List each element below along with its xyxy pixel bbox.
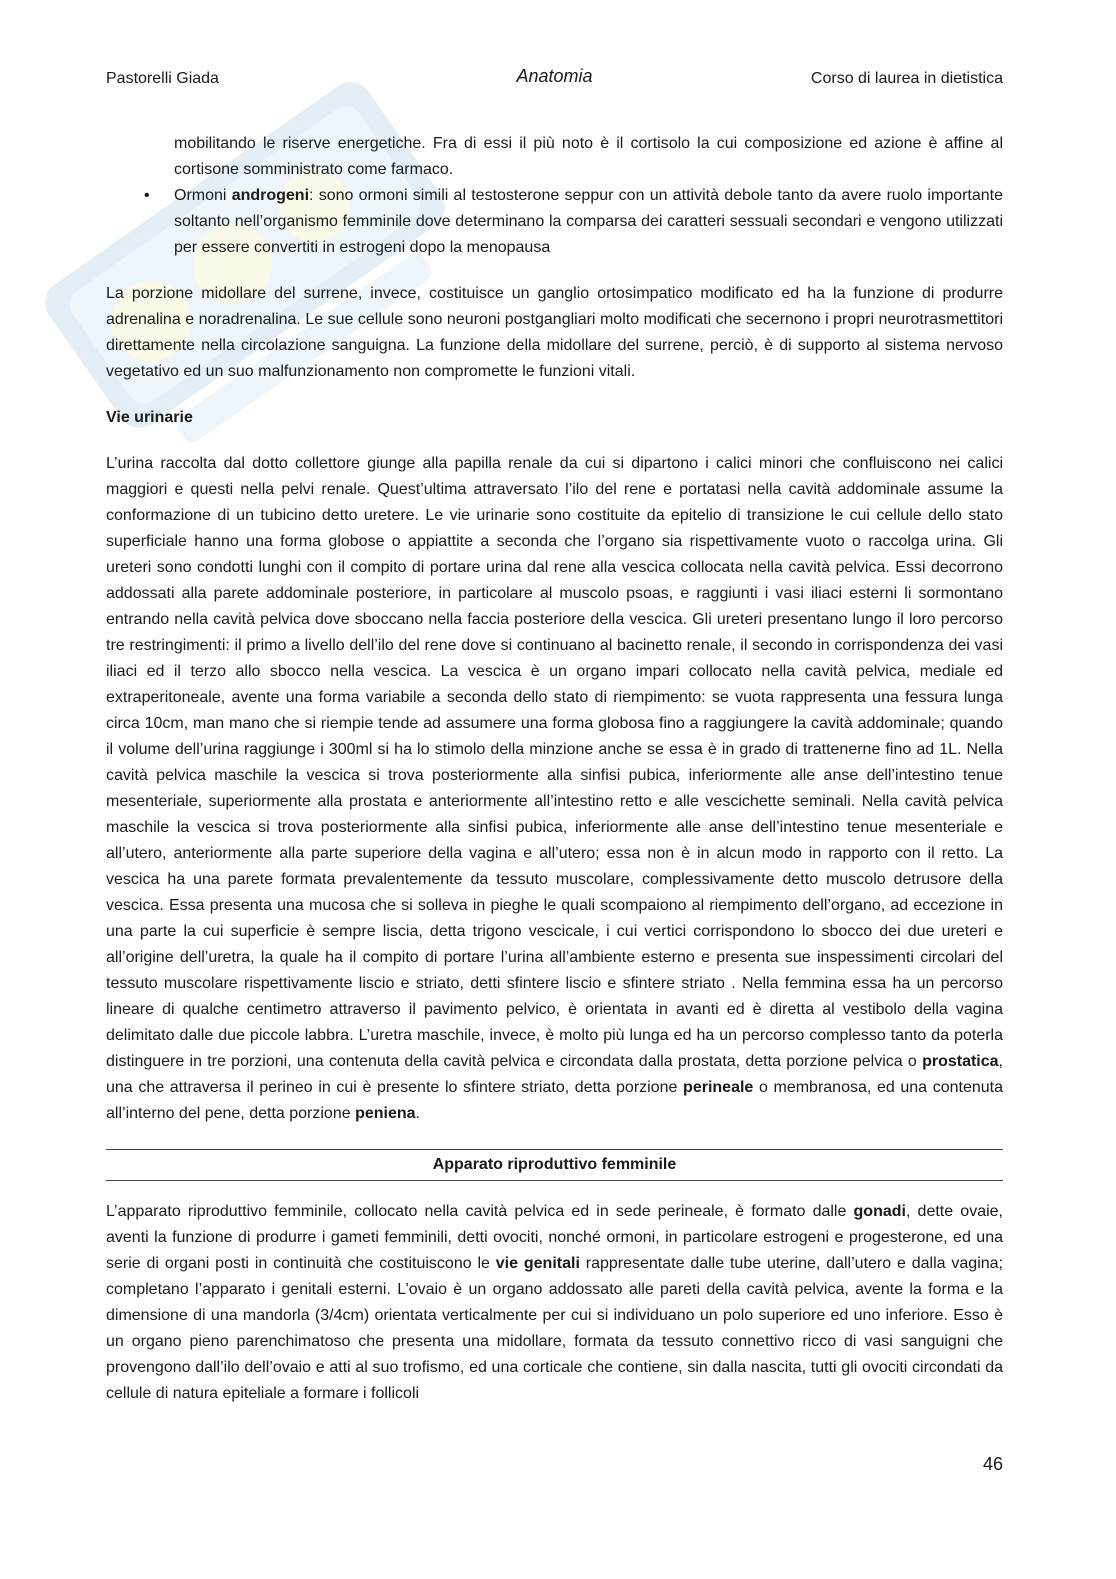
header-course: Corso di laurea in dietistica xyxy=(810,70,1003,87)
list-item-androgeni: • Ormoni androgeni: sono ormoni simili al testosterone seppur con un attività debole tanto da avere ruolo importante soltanto nell’organismo femminile dove determinano la comparsa dei caratteri sessuali secondari e vengono utilizzati per essere convertiti in estrogeni dopo la menopausa xyxy=(174,183,1003,261)
page-header xyxy=(106,66,1003,94)
vie-urinarie-paragraph: L’urina raccolta dal dotto collettore giunge alla papilla renale da cui si dipartono i calici minori che confluiscono nei calici maggiori e questi nella pelvi renale. Quest’ultima attraversato l’ilo del rene e portatasi nella cavità addominale assume la conformazione di un tubicino detto uretere. Le vie urinarie sono costituite da epitelio di transizione le cui cellule dello stato superficiale hanno una forma globose o appiattite a seconda che l’organo sia rispettivamente vuoto o raccolga urina. Gli ureteri sono condotti lunghi con il compito di portare urina dal rene alla vescica collocata nella cavità pelvica. Essi decorrono addossati alla parete addominale posteriore, in particolare al muscolo psoas, e raggiunti i vasi iliaci esterni li sormontano entrando nella cavità pelvica dove sboccano nella faccia posteriore della vescica. Gli ureteri presentano lungo il loro percorso tre restringimenti: il primo a livello dell’ilo del rene dove si continuano al bacinetto renale, il secondo in corrispondenza dei vasi iliaci ed il terzo allo sbocco nella vescica. La vescica è un organo impari collocato nella cavità pelvica, mediale ed extraperitoneale, avente una forma variabile a seconda dello stato di riempimento: se vuota rappresenta una fessura lunga circa 10cm, man mano che si riempie tende ad assumere una forma globosa fino a raggiungere la cavità addominale; quando il volume dell’urina raggiunge i 300ml si ha lo stimolo della minzione anche se essa è in grado di trattenerne fino ad 1L. Nella cavità pelvica maschile la vescica si trova posteriormente alla sinfisi pubica, inferiormente alle anse dell’intestino tenue mesenteriale, superiormente alla prostata e anteriormente all’intestino retto e alle vescichette seminali. Nella cavità pelvica maschile la vescica si trova posteriormente alla sinfisi pubica, inferiormente alle anse dell’intestino tenue mesenteriale e all’utero, anteriormente alla parte superiore della vagina e all’utero; essa non è in alcun modo in rapporto con il retto. La vescica ha una parete formata prevalentemente da tessuto muscolare, complessivamente detto muscolo detrusore della vescica. Essa presenta una mucosa che si solleva in pieghe le quali scompaiono al riempimento dell’organo, ad eccezione in una parte la cui superficie è sempre liscia, detta trigono vescicale, i cui vertici corrispondono lo sbocco dei due ureteri e all’origine dell’uretra, la quale ha il compito di portare l’urina all’ambiente esterno e presenta sue inspessimenti circolari del tessuto muscolare rispettivamente liscio e striato, detti sfintere liscio e sfintere striato . Nella femmina essa ha un percorso lineare di qualche centimetro attraverso il pavimento pelvico, è orientata in avanti ed è diretta al vestibolo della vagina delimitato dalle due piccole labbra. L’uretra maschile, invece, è molto più lunga ed ha un percorso complesso tanto da poterla distinguere in tre porzioni, una contenuta della cavità pelvica e circondata dalla prostata, detta porzione pelvica o prostatica, una che attraversa il perineo in cui è presente lo sfintere striato, detta porzione perineale o membranosa, ed una contenuta all’interno del pene, detta porzione peniena. xyxy=(106,455,1004,1122)
bullet-list xyxy=(106,183,1003,261)
term-vie-genitali: vie genitali xyxy=(495,1255,580,1272)
page-content xyxy=(106,131,1003,1407)
bullet-icon: • xyxy=(144,187,150,204)
header-subject: Anatomia xyxy=(516,66,593,86)
section-title: Apparato riproduttivo femminile xyxy=(106,1149,1003,1181)
term-perineale: perineale xyxy=(683,1079,754,1096)
page-number: 46 xyxy=(982,1454,1003,1474)
term-peniena: peniena xyxy=(355,1105,416,1122)
term-androgeni: androgeni xyxy=(231,187,310,204)
header-author: Pastorelli Giada xyxy=(106,70,219,87)
femminile-paragraph: L’apparato riproduttivo femminile, collocato nella cavità pelvica ed in sede perineale, è formato dalle gonadi, dette ovaie, aventi la funzione di produrre i gameti femminili, detti ovociti, nonché ormoni, in particolare estrogeni e progesterone, ed una serie di organi posti in continuità che costituiscono le vie genitali rappresentate dalle tube uterine, dall’utero e dalla vagina; completano l’apparato i genitali esterni. L’ovaio è un organo addossato alle pareti della cavità pelvica, avente la forma e la dimensione di una mandorla (3/4cm) orientata verticalmente per cui si individuano un polo superiore ed uno inferiore. Esso è un organo pieno parenchimatoso che presenta una midollare, formata da tessuto connettivo ricco di vasi sanguigni che provengono dall’ilo dell’ovaio e atti al suo trofismo, ed una corticale che contiene, sin dalla nascita, tutti gli ovociti circondati da cellule di natura epiteliale a formare i follicoli xyxy=(106,1203,1003,1402)
term-prostatica: prostatica xyxy=(922,1053,999,1070)
continuation-paragraph: mobilitando le riserve energetiche. Fra di essi il più noto è il cortisolo la cui composizione ed azione è affine al cortisone somministrato come farmaco. xyxy=(174,135,1003,178)
term-gonadi: gonadi xyxy=(853,1203,906,1220)
vie-urinarie-heading: Vie urinarie xyxy=(106,409,193,426)
midollare-paragraph: La porzione midollare del surrene, invece, costituisce un ganglio ortosimpatico modificato ed ha la funzione di produrre adrenalina e noradrenalina. Le sue cellule sono neuroni postgangliari molto modificati che secernono i propri neurotrasmettitori direttamente nella circolazione sanguigna. La funzione della midollare del surrene, perciò, è di supporto al sistema nervoso vegetativo ed un suo malfunzionamento non compromette le funzioni vitali. xyxy=(106,285,1003,380)
